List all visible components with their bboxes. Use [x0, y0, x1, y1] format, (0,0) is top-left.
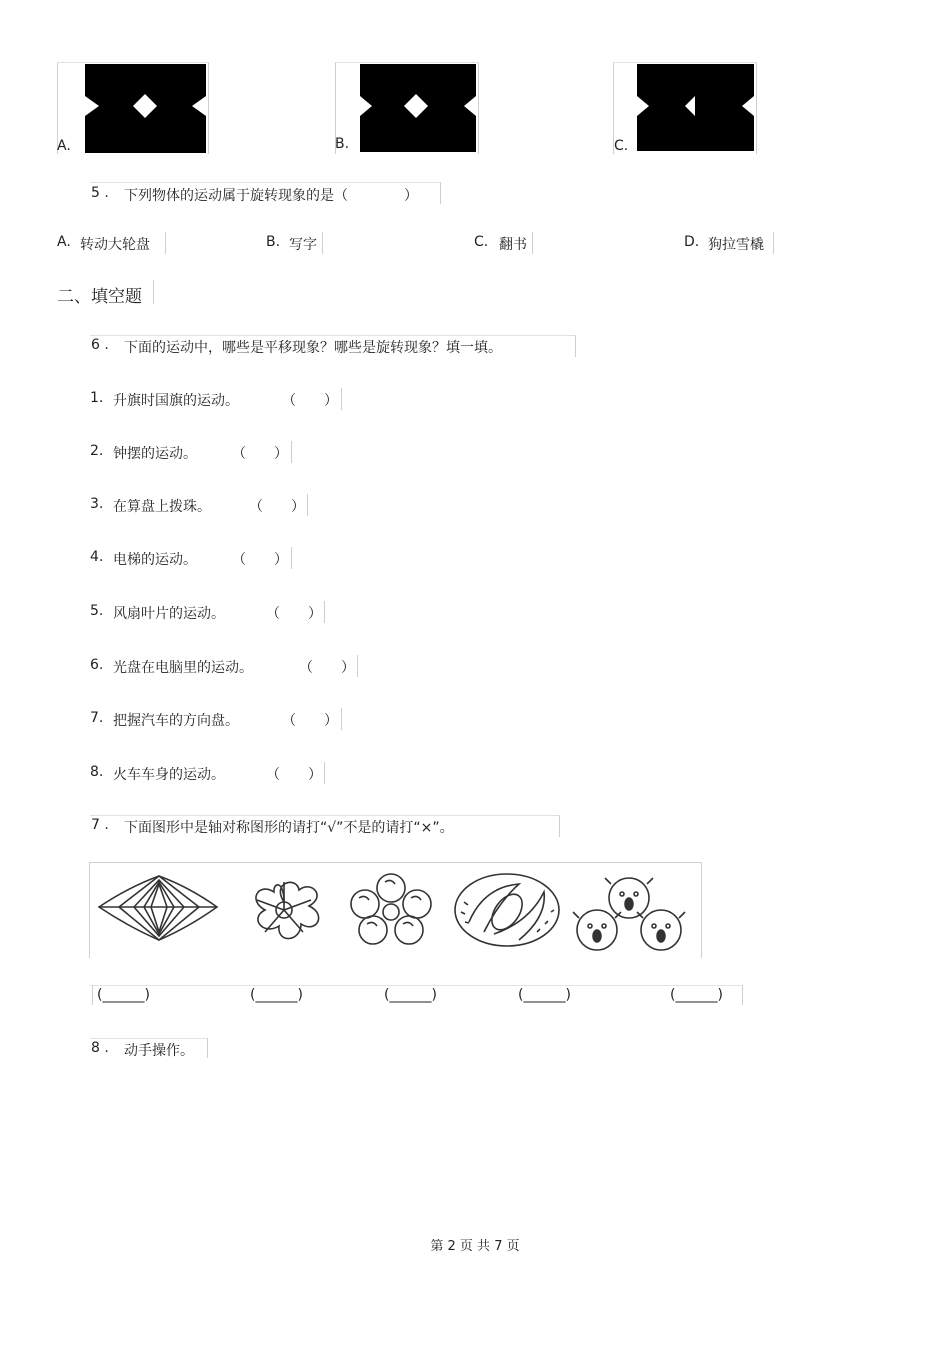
q6-item-num: 5. [90, 603, 104, 619]
option-a-label[interactable]: A. [57, 138, 71, 154]
q6-text: 下面的运动中，哪些是平移现象？哪些是旋转现象？填一填。 [124, 340, 502, 356]
figure-1-lantern [99, 876, 217, 940]
q6-item-num: 8. [90, 764, 104, 780]
q7-text: 下面图形中是轴对称图形的请打“√”不是的请打“×”。 [124, 820, 454, 836]
q6-number: 6 . [91, 337, 109, 353]
q7-figures [89, 862, 702, 958]
q6-item-blank[interactable]: （ ） [282, 393, 338, 409]
q5-text: 下列物体的运动属于旋转现象的是（ ） [124, 188, 418, 204]
q6-item-num: 6. [90, 657, 104, 673]
q5-option-b-text: 写字 [289, 237, 317, 253]
q6-item-blank[interactable]: （ ） [282, 713, 338, 729]
figure-2-flower [256, 882, 319, 939]
q6-item-blank[interactable]: （ ） [232, 552, 288, 568]
q8-text: 动手操作。 [124, 1043, 194, 1059]
option-b-label[interactable]: B. [335, 136, 350, 152]
q5-option-c-letter: C. [474, 234, 489, 250]
q6-item-text: 电梯的运动。 [113, 552, 197, 568]
q5-option-a-letter: A. [57, 234, 71, 250]
q5-option-c-text: 翻书 [499, 237, 527, 253]
q8-number: 8 . [91, 1040, 109, 1056]
option-b-figure [360, 64, 476, 152]
section-2-title: 二、填空题 [57, 287, 142, 307]
q6-item-blank[interactable]: （ ） [249, 499, 305, 515]
q7-number: 7 . [91, 817, 109, 833]
q6-item-text: 把握汽车的方向盘。 [113, 713, 239, 729]
q7-blank-5[interactable]: (______) [670, 987, 723, 1003]
q6-item-blank[interactable]: （ ） [266, 767, 322, 783]
q6-item-num: 7. [90, 710, 104, 726]
q5-option-b-letter: B. [266, 234, 281, 250]
q5-option-a-text: 转动大轮盘 [80, 237, 150, 253]
q6-item-num: 2. [90, 443, 104, 459]
q7-blank-2[interactable]: (______) [250, 987, 303, 1003]
q6-item-num: 1. [90, 390, 104, 406]
figure-3-circles [351, 874, 431, 944]
q5-option-d-letter: D. [684, 234, 700, 250]
q6-item-num: 3. [90, 496, 104, 512]
option-a-figure [85, 64, 206, 153]
q5-number: 5 . [91, 185, 109, 201]
q6-item-text: 火车车身的运动。 [113, 767, 225, 783]
option-c-label[interactable]: C. [614, 138, 629, 154]
q6-item-blank[interactable]: （ ） [299, 660, 355, 676]
q6-item-text: 光盘在电脑里的运动。 [113, 660, 253, 676]
q6-item-num: 4. [90, 549, 104, 565]
q6-item-text: 升旗时国旗的运动。 [113, 393, 239, 409]
q7-blank-1[interactable]: (______) [97, 987, 150, 1003]
q5-option-d-text: 狗拉雪橇 [708, 237, 764, 253]
q6-item-text: 在算盘上拨珠。 [113, 499, 211, 515]
q6-item-text: 风扇叶片的运动。 [113, 606, 225, 622]
q7-blank-3[interactable]: (______) [384, 987, 437, 1003]
q6-item-blank[interactable]: （ ） [266, 606, 322, 622]
option-c-figure [637, 64, 754, 151]
page-footer: 第 2 页 共 7 页 [430, 1239, 520, 1254]
figure-5-faces [573, 878, 685, 950]
q7-blank-4[interactable]: (______) [518, 987, 571, 1003]
q6-item-blank[interactable]: （ ） [232, 446, 288, 462]
figure-4-fish-circle [455, 874, 559, 946]
q6-item-text: 钟摆的运动。 [113, 446, 197, 462]
